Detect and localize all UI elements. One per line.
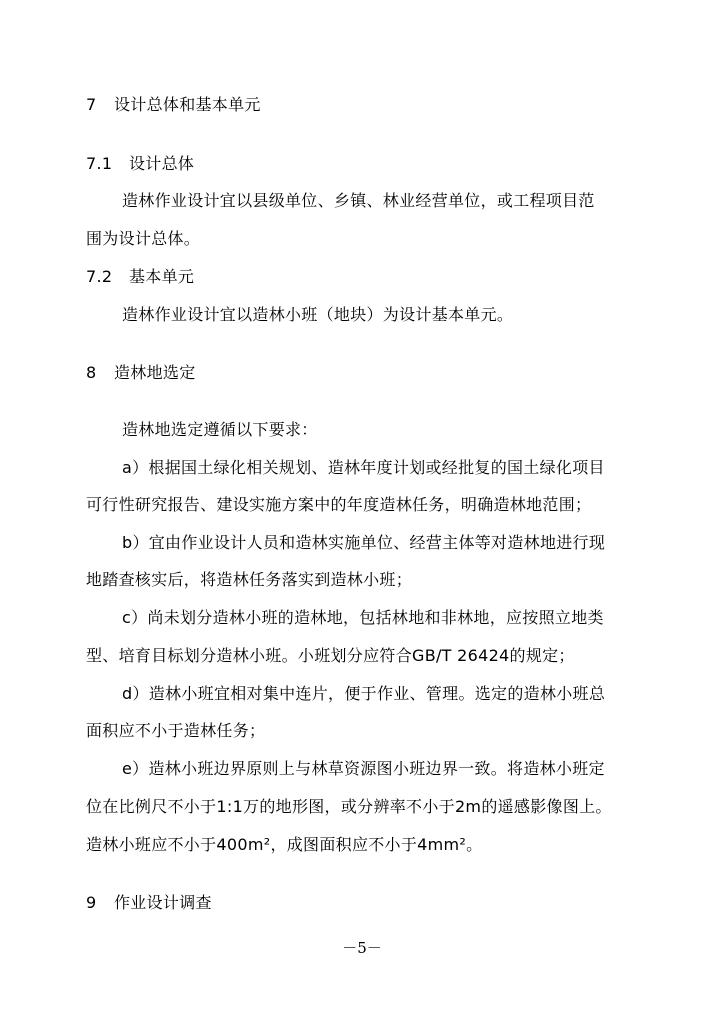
- list-item-e-line: 造林小班应不小于400m²，成图面积应不小于4mm²。: [86, 835, 483, 854]
- section-7-2-heading: [86, 267, 194, 287]
- section-number: 7.1: [86, 154, 113, 173]
- section-7-heading: [86, 95, 261, 115]
- section-9-heading: [86, 893, 212, 913]
- section-8-heading: [86, 363, 196, 383]
- section-number: 7.2: [86, 267, 113, 286]
- section-number: 9: [86, 893, 97, 912]
- section-7-1-heading: [86, 154, 194, 174]
- paragraph-line: 造林作业设计宜以造林小班（地块）为设计基本单元。: [122, 305, 514, 324]
- list-item-e-line: e）造林小班边界原则上与林草资源图小班边界一致。将造林小班定: [122, 759, 605, 778]
- list-item-a-line: a）根据国土绿化相关规划、造林年度计划或经批复的国土绿化项目: [122, 458, 605, 477]
- section-title: 基本单元: [129, 267, 195, 286]
- list-item-a-line: 可行性研究报告、建设实施方案中的年度造林任务，明确造林地范围；: [86, 495, 592, 514]
- list-item-c-line: c）尚未划分造林小班的造林地，包括林地和非林地，应按照立地类: [122, 608, 604, 627]
- page-number: －5－: [342, 939, 382, 957]
- section-number: 8: [86, 363, 97, 382]
- section-title: 设计总体和基本单元: [114, 95, 261, 114]
- paragraph-line: 造林地选定遵循以下要求：: [122, 420, 318, 439]
- list-item-b-line: b）宜由作业设计人员和造林实施单位、经营主体等对造林地进行现: [122, 533, 606, 552]
- paragraph-line: 造林作业设计宜以县级单位、乡镇、林业经营单位，或工程项目范: [122, 191, 595, 210]
- list-item-b-line: 地踏查核实后，将造林任务落实到造林小班；: [86, 570, 413, 589]
- section-title: 造林地选定: [114, 363, 196, 382]
- section-title: 设计总体: [129, 154, 195, 173]
- list-item-c-line: 型、培育目标划分造林小班。小班划分应符合GB/T 26424的规定；: [86, 646, 575, 665]
- paragraph-line: 围为设计总体。: [86, 229, 201, 248]
- list-item-d-line: 面积应不小于造林任务；: [86, 721, 266, 740]
- section-number: 7: [86, 95, 97, 114]
- list-item-d-line: d）造林小班宜相对集中连片，便于作业、管理。选定的造林小班总: [122, 684, 606, 703]
- list-item-e-line: 位在比例尺不小于1:1万的地形图，或分辨率不小于2m的遥感影像图上。: [86, 797, 612, 816]
- section-title: 作业设计调查: [114, 893, 212, 912]
